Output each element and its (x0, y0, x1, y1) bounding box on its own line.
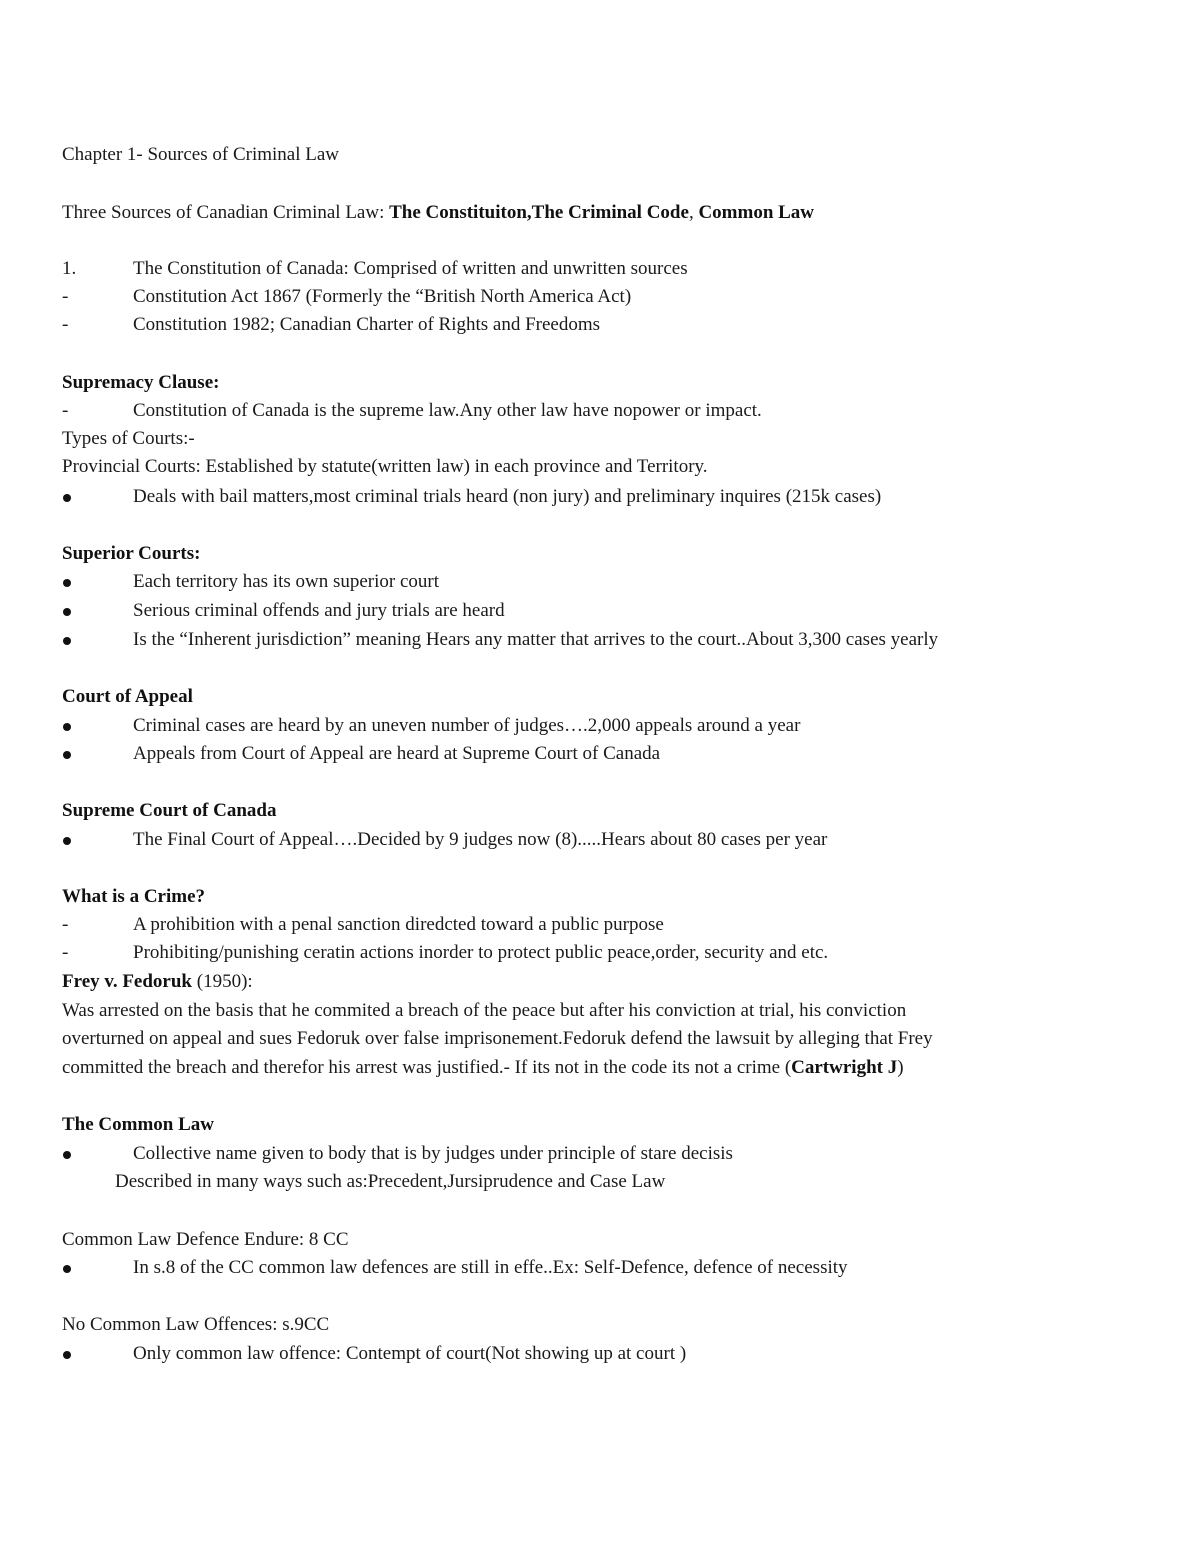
section-heading (62, 799, 276, 823)
list-number: 1. (62, 258, 77, 279)
case-name: Frey v. Fedoruk (62, 971, 193, 992)
source-separator: , (688, 202, 699, 223)
provincial-courts: Provincial Courts: Established by statute(written law) in each province and Territory. (62, 456, 708, 477)
dash-marker: - (62, 942, 69, 963)
common-law-continuation: Described in many ways such as:Precedent,Jursiprudence and Case Law (115, 1171, 666, 1192)
common-law-heading: The Common Law (62, 1114, 215, 1135)
defence-item: In s.8 of the CC common law defences are still in effe..Ex: Self-Defence, defence of necessity (133, 1257, 848, 1278)
appeal-item: Criminal cases are heard by an uneven number of judges….2,000 appeals around a year (133, 715, 801, 736)
common-law-item: Collective name given to body that is by judges under principle of stare decisis (133, 1143, 733, 1164)
section-heading (62, 542, 200, 566)
bullet-icon (63, 1351, 71, 1359)
section-heading (62, 1113, 214, 1137)
section-heading (62, 371, 219, 395)
bullet-icon (63, 608, 71, 616)
supremacy-heading: Supremacy Clause: (62, 372, 220, 393)
chapter-title: Chapter 1- Sources of Criminal Law (62, 144, 340, 165)
appeal-item: Appeals from Court of Appeal are heard at Supreme Court of Canada (133, 743, 661, 764)
appeal-heading: Court of Appeal (62, 686, 193, 707)
bullet-icon (63, 579, 71, 587)
section-heading (62, 685, 193, 709)
three-sources-line (62, 201, 814, 225)
section-heading (62, 885, 205, 909)
superior-item: Is the “Inherent jurisdiction” meaning Hears any matter that arrives to the court..About 3,300 cases yearly (133, 629, 939, 650)
defence-heading: Common Law Defence Endure: 8 CC (62, 1229, 349, 1250)
supremacy-item: Constitution of Canada is the supreme law.Any other law have nopower or impact. (133, 400, 762, 421)
types-of-courts: Types of Courts:- (62, 428, 195, 449)
three-sources-lead: Three Sources of Canadian Criminal Law: (62, 202, 390, 223)
case-year: (1950): (192, 971, 253, 992)
case-paragraph-end: ) (897, 1057, 904, 1078)
bullet-icon (63, 1151, 71, 1159)
constitution-heading: The Constitution of Canada: Comprised of written and unwritten sources (133, 258, 688, 279)
case-paragraph-text: committed the breach and therefor his arrest was justified.- If its not in the code its not a crime ( (62, 1057, 792, 1078)
constitution-item: Constitution Act 1867 (Formerly the “British North America Act) (133, 286, 632, 307)
superior-heading: Superior Courts: (62, 543, 201, 564)
offences-item: Only common law offence: Contempt of court(Not showing up at court ) (133, 1343, 687, 1364)
source-common-law: Common Law (698, 202, 815, 223)
supreme-item: The Final Court of Appeal….Decided by 9 judges now (8).....Hears about 80 cases per year (133, 829, 828, 850)
dash-marker: - (62, 286, 69, 307)
case-citation (62, 970, 253, 994)
bullet-icon (63, 1265, 71, 1273)
bullet-icon (63, 723, 71, 731)
bullet-icon (63, 837, 71, 845)
superior-item: Each territory has its own superior court (133, 571, 440, 592)
bullet-icon (63, 637, 71, 645)
case-paragraph-line: overturned on appeal and sues Fedoruk over false imprisonement.Fedoruk defend the lawsuit by alleging that Frey (62, 1028, 933, 1049)
source-criminal-code: The Criminal Code (531, 202, 689, 223)
crime-item: Prohibiting/punishing ceratin actions inorder to protect public peace,order, security and etc. (133, 942, 829, 963)
judge-name: Cartwright J (791, 1057, 898, 1078)
dash-marker: - (62, 314, 69, 335)
offences-heading: No Common Law Offences: s.9CC (62, 1314, 330, 1335)
superior-item: Serious criminal offends and jury trials are heard (133, 600, 505, 621)
dash-marker: - (62, 400, 69, 421)
bullet-icon (63, 494, 71, 502)
crime-heading: What is a Crime? (62, 886, 206, 907)
bullet-icon (63, 751, 71, 759)
dash-marker: - (62, 914, 69, 935)
source-constitution: The Constituiton, (389, 202, 532, 223)
supreme-heading: Supreme Court of Canada (62, 800, 277, 821)
constitution-item: Constitution 1982; Canadian Charter of Rights and Freedoms (133, 314, 601, 335)
case-paragraph-line (62, 1056, 904, 1080)
crime-item: A prohibition with a penal sanction diredcted toward a public purpose (133, 914, 664, 935)
provincial-bullet: Deals with bail matters,most criminal trials heard (non jury) and preliminary inquires (215k cases) (133, 486, 882, 507)
case-paragraph-line: Was arrested on the basis that he commited a breach of the peace but after his conviction at trial, his conviction (62, 1000, 907, 1021)
